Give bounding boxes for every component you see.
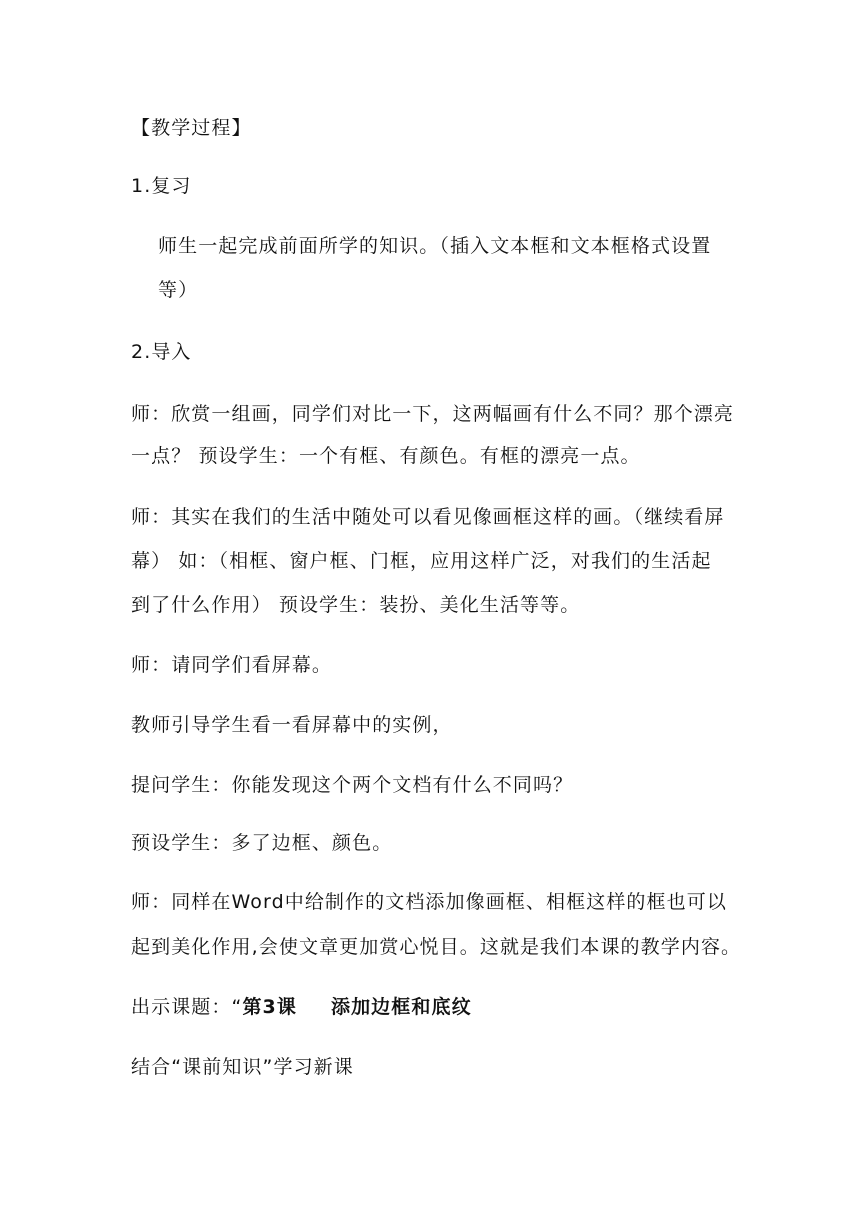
section1-title: 1.复习	[131, 175, 192, 197]
section1-line-1: 师生一起完成前面所学的知识。（插入文本框和文本框格式设置	[158, 235, 712, 257]
paragraph-2-line-2: 幕） 如：（相框、窗户框、门框，应用这样广泛，对我们的生活起	[131, 550, 712, 572]
paragraph-7-line-2: 起到美化作用,会使文章更加赏心悦目。这就是我们本课的教学内容。	[131, 936, 742, 958]
paragraph-6: 预设学生：多了边框、颜色。	[131, 832, 393, 854]
paragraph-2-line-1: 师：其实在我们的生活中随处可以看见像画框这样的画。（继续看屏	[131, 506, 725, 528]
lesson-number: 第3课	[242, 996, 297, 1018]
lesson-topic: 添加边框和底纹	[330, 996, 472, 1018]
paragraph-3: 师：请同学们看屏幕。	[131, 654, 333, 676]
paragraph-9: 结合“课前知识”学习新课	[131, 1056, 354, 1078]
section-heading: 【教学过程】	[131, 117, 252, 139]
section2-title: 2.导入	[131, 341, 192, 363]
paragraph-1-line-2: 一点？ 预设学生：一个有框、有颜色。有框的漂亮一点。	[131, 445, 641, 467]
paragraph-5: 提问学生：你能发现这个两个文档有什么不同吗？	[131, 774, 574, 796]
lesson-title-prefix: 出示课题：“	[131, 996, 243, 1018]
lesson-title-line	[131, 995, 472, 1019]
paragraph-4: 教师引导学生看一看屏幕中的实例，	[131, 714, 453, 736]
paragraph-2-line-3: 到了什么作用） 预设学生：装扮、美化生活等等。	[131, 594, 581, 616]
paragraph-7-line-1: 师：同样在Word中给制作的文档添加像画框、相框这样的框也可以	[131, 891, 727, 913]
section1-line-2: 等）	[158, 279, 199, 301]
paragraph-1-line-1: 师：欣赏一组画，同学们对比一下，这两幅画有什么不同？那个漂亮	[131, 403, 735, 425]
